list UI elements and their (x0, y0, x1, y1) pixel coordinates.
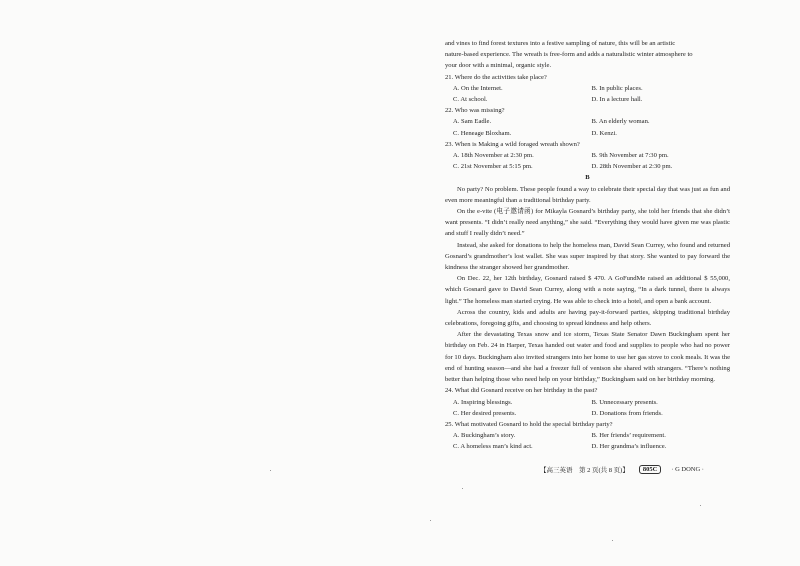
question-text: 25. What motivated Gosnard to hold the special birthday party? (445, 420, 613, 428)
scan-speck (612, 540, 613, 541)
intro-line: nature-based experience. The wreath is free-form and adds a naturalistic winter atmosphere to (445, 51, 693, 59)
scan-speck (270, 470, 271, 471)
paragraph: On the e-vite (电子邀请函) for Mikayla Gosnard’s birthday party, she told her friends that she didn’t want presents. “I didn’t really need anything,” she said. “Everything they would have given me was plastic and stuff I really didn’t need.” (445, 208, 730, 238)
page-info: 【高三英语 第 2 页(共 8 页)】 (540, 467, 629, 474)
question-text: 22. Who was missing? (445, 107, 505, 115)
paragraph: After the devastating Texas snow and ice storm, Texas State Senator Dawn Buckingham spent her birthday on Feb. 24 in Harper, Texas handed out water and food and supplies to people who had no power for 10 days. Buckingham also invited strangers into her home to use her gas stove to cook meals. It was the end of hunting season—and she had a freezer full of venison she shared with strangers. “There’s nothing better than helping those who need help on your birthday,” Buckingham said on her birthday morning. (445, 331, 730, 384)
option-d: D. Her grandma’s influence. (591, 443, 667, 451)
option-b: B. Her friends’ requirement. (591, 432, 666, 440)
section-heading: B (585, 174, 590, 182)
page-content (445, 38, 730, 453)
intro-line: and vines to find forest textures into a festive sampling of nature, this will be an artistic (445, 40, 676, 47)
question-22 (445, 105, 730, 139)
option-b: B. 9th November at 7:30 pm. (591, 152, 669, 160)
scan-speck (462, 488, 463, 489)
paragraph: Across the country, kids and adults are having pay-it-forward parties, skipping traditional birthday celebrations, foregoing gifts, and choosing to spread kindness and help others. (445, 308, 730, 328)
publisher-brand: · G DONG · (671, 466, 704, 473)
question-text: 21. Where do the activities take place? (445, 73, 547, 81)
scan-speck (430, 520, 431, 521)
option-b: B. An elderly woman. (591, 118, 650, 126)
option-b: B. In public places. (591, 84, 643, 92)
option-a: A. Inspiring blessings. (453, 398, 513, 406)
option-d: D. 28th November at 2:30 pm. (591, 163, 673, 171)
option-b: B. Unnecessary presents. (591, 398, 658, 406)
question-text: 23. When is Making a wild foraged wreath shown? (445, 140, 580, 148)
option-c: C. Heneage Bloxham. (453, 129, 512, 137)
question-25 (445, 419, 730, 453)
option-d: D. Kenzi. (591, 129, 617, 137)
scan-speck (700, 505, 701, 506)
paragraph: On Dec. 22, her 12th birthday, Gosnard raised $ 470. A GoFundMe raised an additional $ 55,000, which Gosnard gave to David Sean Currey, along with a note saying, “In a dark tunnel, there is always light.” The homeless man started crying. He was able to check into a hotel, and open a bank account. (445, 275, 730, 305)
exam-code-badge: 805C (639, 465, 661, 474)
option-a: A. 18th November at 2:30 pm. (453, 152, 534, 160)
intro-line: your door with a minimal, organic style. (445, 62, 552, 70)
option-c: C. 21st November at 5:15 pm. (453, 163, 533, 171)
paragraph: Instead, she asked for donations to help the homeless man, David Sean Currey, who found and returned Gosnard’s grandmother’s lost wallet. She was super inspired by that story. She wanted to pay forward the kindness the stranger showed her grandmother. (445, 241, 730, 272)
page-footer (540, 465, 704, 474)
option-d: D. In a lecture hall. (591, 96, 643, 104)
option-a: A. Buckingham’s story. (453, 432, 516, 440)
option-a: A. Sam Eadle. (453, 118, 492, 126)
question-23 (445, 139, 730, 173)
question-24 (445, 385, 730, 419)
intro-passage (445, 38, 730, 72)
paragraph: No party? No problem. These people found a way to celebrate their special day that was just as fun and even more meaningful than a traditional birthday party. (445, 185, 730, 204)
option-c: C. Her desired presents. (453, 409, 517, 417)
option-c: C. At school. (453, 96, 488, 104)
passage-b (445, 184, 730, 386)
option-d: D. Donations from friends. (591, 409, 663, 417)
option-c: C. A homeless man’s kind act. (453, 443, 533, 451)
question-text: 24. What did Gosnard receive on her birthday in the past? (445, 387, 598, 395)
question-21 (445, 72, 730, 106)
option-a: A. On the Internet. (453, 84, 503, 92)
